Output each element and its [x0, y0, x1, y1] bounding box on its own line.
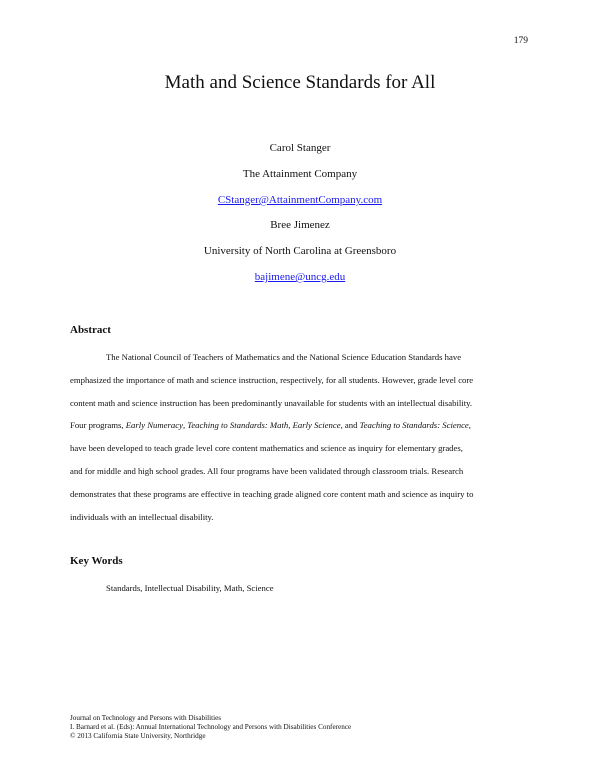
author1-name: Carol Stanger — [269, 142, 331, 154]
program-name: Teaching to Standards: Math — [187, 420, 289, 431]
author2-email-line — [0, 271, 600, 283]
author1-email-link[interactable]: CStanger@AttainmentCompany.com — [217, 194, 383, 206]
footer-line: I. Barnard et al. (Eds): Annual International Technology and Persons with Disabilities Conference — [70, 723, 352, 731]
text-run: Four programs, — [70, 420, 126, 431]
program-name: Early Science — [292, 420, 341, 431]
author2-name: Bree Jimenez — [270, 219, 330, 231]
page-number: 179 — [513, 36, 528, 46]
author2-affiliation: University of North Carolina at Greensboro — [203, 245, 397, 257]
text-run: , and — [340, 420, 360, 431]
abstract-body — [70, 346, 530, 528]
footer-line: © 2013 California State University, Northridge — [70, 732, 206, 740]
abstract-line: The National Council of Teachers of Mathematics and the National Science Education Standards have — [106, 352, 462, 362]
abstract-line: emphasized the importance of math and science instruction, respectively, for all students. However, grade level core — [70, 374, 474, 385]
abstract-line: content math and science instruction has been predominantly unavailable for students with an intellectual disability. — [70, 397, 473, 408]
program-name: Teaching to Standards: Science — [359, 420, 469, 431]
paper-title: Math and Science Standards for All — [164, 72, 436, 93]
text-run: , — [288, 420, 293, 431]
footer-line: Journal on Technology and Persons with Disabilities — [70, 714, 222, 722]
abstract-line: demonstrates that these programs are effective in teaching grade aligned core content math and science as inquiry to — [70, 488, 474, 499]
author1-email-line — [0, 194, 600, 206]
author1-affiliation: The Attainment Company — [242, 168, 358, 180]
author2-email-link[interactable]: bajimene@uncg.edu — [254, 271, 346, 283]
abstract-line: individuals with an intellectual disability. — [70, 511, 214, 522]
text-run: , — [182, 420, 188, 431]
abstract-line: have been developed to teach grade level core content mathematics and science as inquiry for elementary grades, — [70, 443, 463, 454]
abstract-heading: Abstract — [70, 324, 111, 336]
keywords-heading: Key Words — [70, 555, 123, 567]
abstract-line: and for middle and high school grades. All four programs have been validated through classroom trials. Research — [70, 465, 464, 476]
keywords-text: Standards, Intellectual Disability, Math, Science — [106, 583, 274, 593]
text-run: , — [468, 420, 471, 431]
program-name: Early Numeracy — [125, 420, 183, 431]
abstract-line — [70, 414, 530, 437]
footer — [70, 714, 351, 741]
